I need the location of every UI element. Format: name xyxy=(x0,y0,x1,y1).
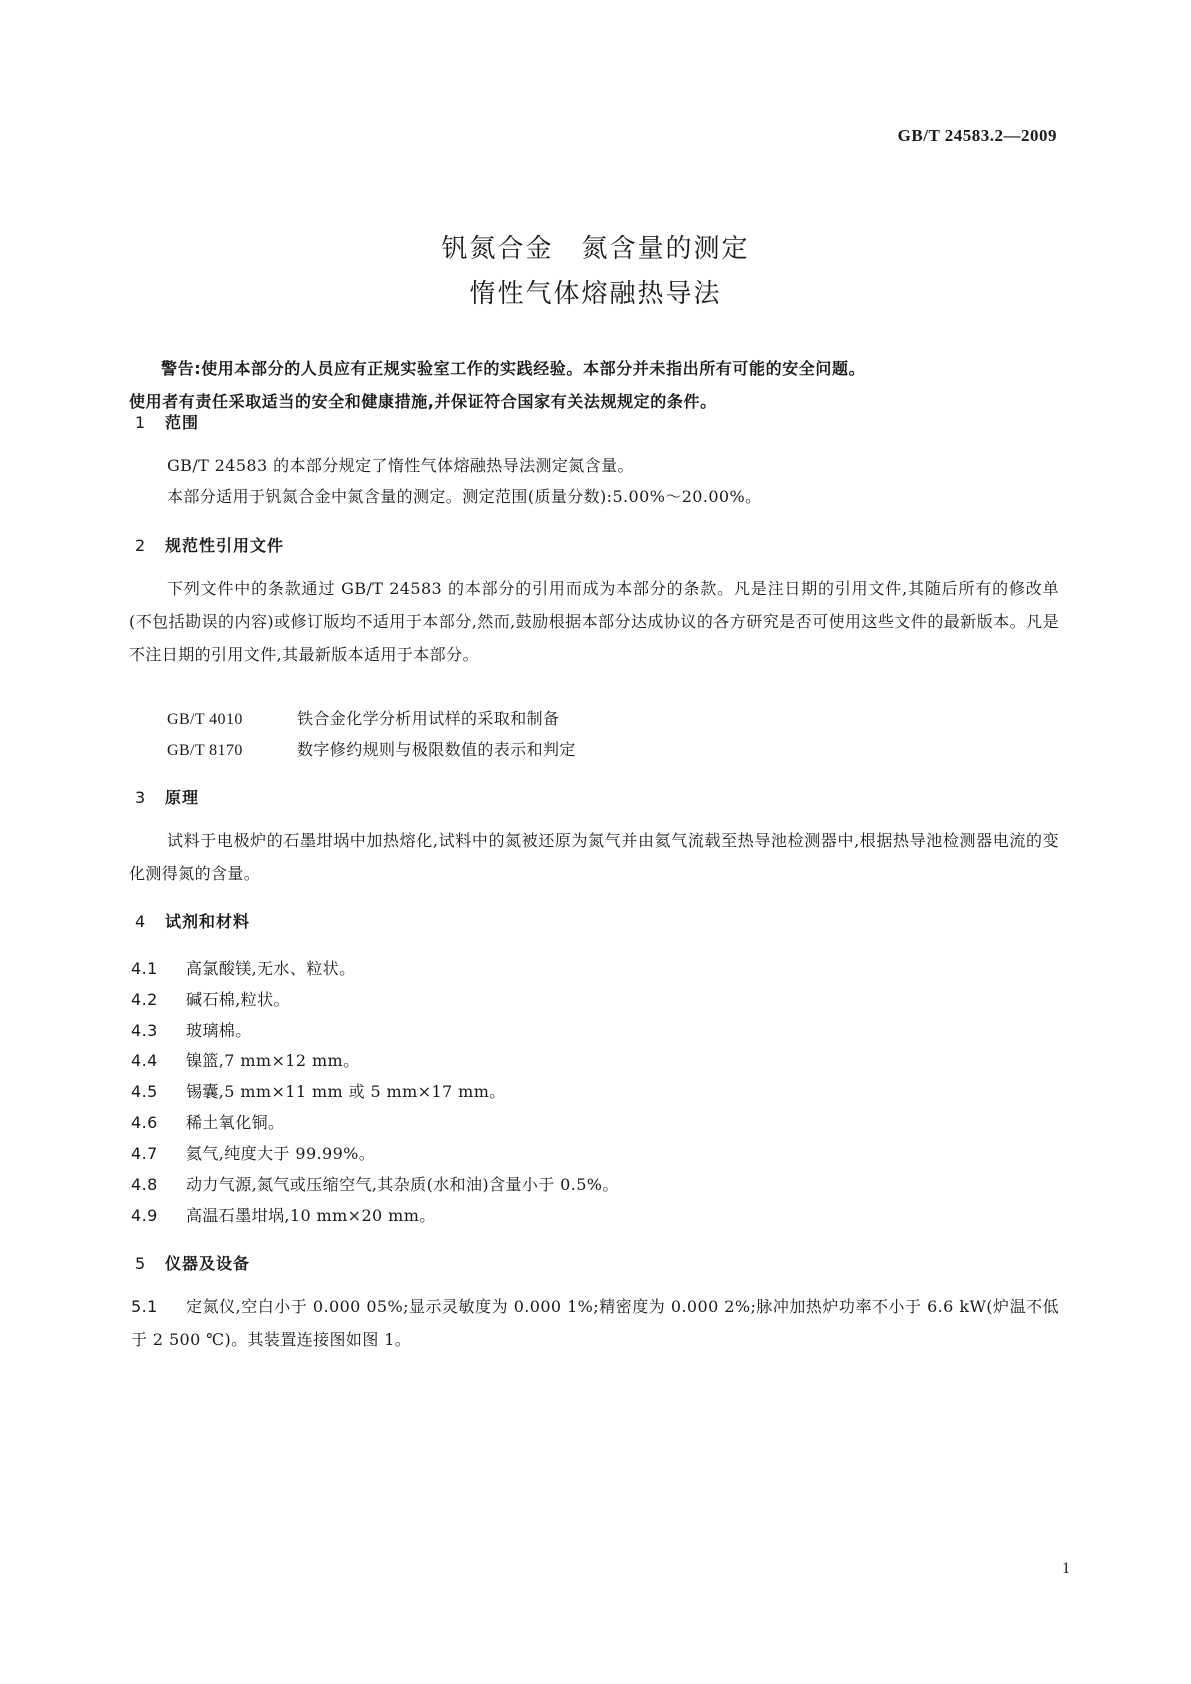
item-text: 定氮仪,空白小于 0.000 05%;显示灵敏度为 0.000 1%;精密度为 0.000 2%;脉冲加热炉功率不小于 6.6 kW(炉温不低于 2 500 ℃)。其装置连接图如图 1。 xyxy=(131,1297,1059,1349)
item-text: 镍篮,7 mm×12 mm。 xyxy=(186,1051,360,1070)
item-text: 动力气源,氮气或压缩空气,其杂质(水和油)含量小于 0.5%。 xyxy=(186,1175,619,1194)
section-heading-apparatus xyxy=(135,1251,250,1274)
principle-paragraph: 试料于电极炉的石墨坩埚中加热熔化,试料中的氮被还原为氮气并由氦气流载至热导池检测器中,根据热导池检测器电流的变化测得氮的含量。 xyxy=(129,831,1059,883)
safety-warning xyxy=(129,352,1059,418)
warning-line2: 使用者有责任采取适当的安全和健康措施,并保证符合国家有关法规规定的条件。 xyxy=(129,392,717,411)
page-number: 1 xyxy=(1062,1560,1070,1577)
reagent-item xyxy=(131,1079,506,1102)
item-number: 4.3 xyxy=(131,1021,158,1040)
document-title-line1: 钒氮合金 氮含量的测定 xyxy=(441,234,750,264)
section-number: 2 xyxy=(135,536,147,555)
references-paragraph: 下列文件中的条款通过 GB/T 24583 的本部分的引用而成为本部分的条款。凡是注日期的引用文件,其随后所有的修改单(不包括勘误的内容)或修订版均不适用于本部分,然而,鼓励根据本部分达成协议的各方研究是否可使用这些文件的最新版本。凡是不注日期的引用文件,其最新版本适用于本部分。 xyxy=(129,579,1059,664)
section-title: 原理 xyxy=(165,788,200,807)
item-text: 氦气,纯度大于 99.99%。 xyxy=(186,1144,376,1163)
section-heading-normative-references xyxy=(135,533,284,556)
document-title-line2: 惰性气体熔融热导法 xyxy=(469,279,722,309)
reference-item xyxy=(167,706,559,729)
reagent-item xyxy=(131,1110,284,1133)
item-number: 4.1 xyxy=(131,959,158,978)
reagent-item xyxy=(131,1141,375,1164)
section-number: 4 xyxy=(135,912,147,931)
section-title: 仪器及设备 xyxy=(165,1254,251,1273)
item-number: 4.5 xyxy=(131,1082,158,1101)
item-text: 高氯酸镁,无水、粒状。 xyxy=(186,959,356,978)
item-number: 4.9 xyxy=(131,1206,158,1225)
item-text: 玻璃棉。 xyxy=(186,1021,252,1040)
item-number: 5.1 xyxy=(131,1297,158,1316)
reference-code: GB/T 8170 xyxy=(167,742,243,759)
section-heading-reagents xyxy=(135,909,250,932)
item-text: 碱石棉,粒状。 xyxy=(186,990,290,1009)
apparatus-item xyxy=(131,1290,1059,1356)
item-text: 锡囊,5 mm×11 mm 或 5 mm×17 mm。 xyxy=(186,1082,506,1101)
reference-item xyxy=(167,737,576,760)
reagent-item xyxy=(131,987,290,1010)
section-heading-principle xyxy=(135,785,199,808)
scope-paragraph-1: GB/T 24583 的本部分规定了惰性气体熔融热导法测定氮含量。 xyxy=(167,456,634,475)
reference-code: GB/T 4010 xyxy=(167,711,243,728)
reagent-item xyxy=(131,956,356,979)
item-number: 4.8 xyxy=(131,1175,158,1194)
section-title: 范围 xyxy=(165,413,200,432)
reference-title: 铁合金化学分析用试样的采取和制备 xyxy=(297,709,560,728)
reagent-item xyxy=(131,1018,252,1041)
item-text: 高温石墨坩埚,10 mm×20 mm。 xyxy=(186,1206,436,1225)
warning-line1: 警告:使用本部分的人员应有正规实验室工作的实践经验。本部分并未指出所有可能的安全问题。 xyxy=(161,359,866,378)
item-number: 4.7 xyxy=(131,1144,158,1163)
item-number: 4.2 xyxy=(131,990,158,1009)
section-number: 3 xyxy=(135,788,147,807)
item-number: 4.6 xyxy=(131,1113,158,1132)
reference-title: 数字修约规则与极限数值的表示和判定 xyxy=(297,740,576,759)
reagent-item xyxy=(131,1172,619,1195)
section-heading-scope xyxy=(135,410,199,433)
item-number: 4.4 xyxy=(131,1051,158,1070)
standard-code: GB/T 24583.2—2009 xyxy=(897,126,1057,145)
section-number: 1 xyxy=(135,413,147,432)
reagent-item xyxy=(131,1203,436,1226)
section-title: 试剂和材料 xyxy=(165,912,251,931)
section-number: 5 xyxy=(135,1254,147,1273)
reagent-item xyxy=(131,1048,360,1071)
item-text: 稀土氧化铜。 xyxy=(186,1113,285,1132)
section-title: 规范性引用文件 xyxy=(165,536,285,555)
scope-paragraph-2: 本部分适用于钒氮合金中氮含量的测定。测定范围(质量分数):5.00%～20.00%。 xyxy=(167,487,762,506)
